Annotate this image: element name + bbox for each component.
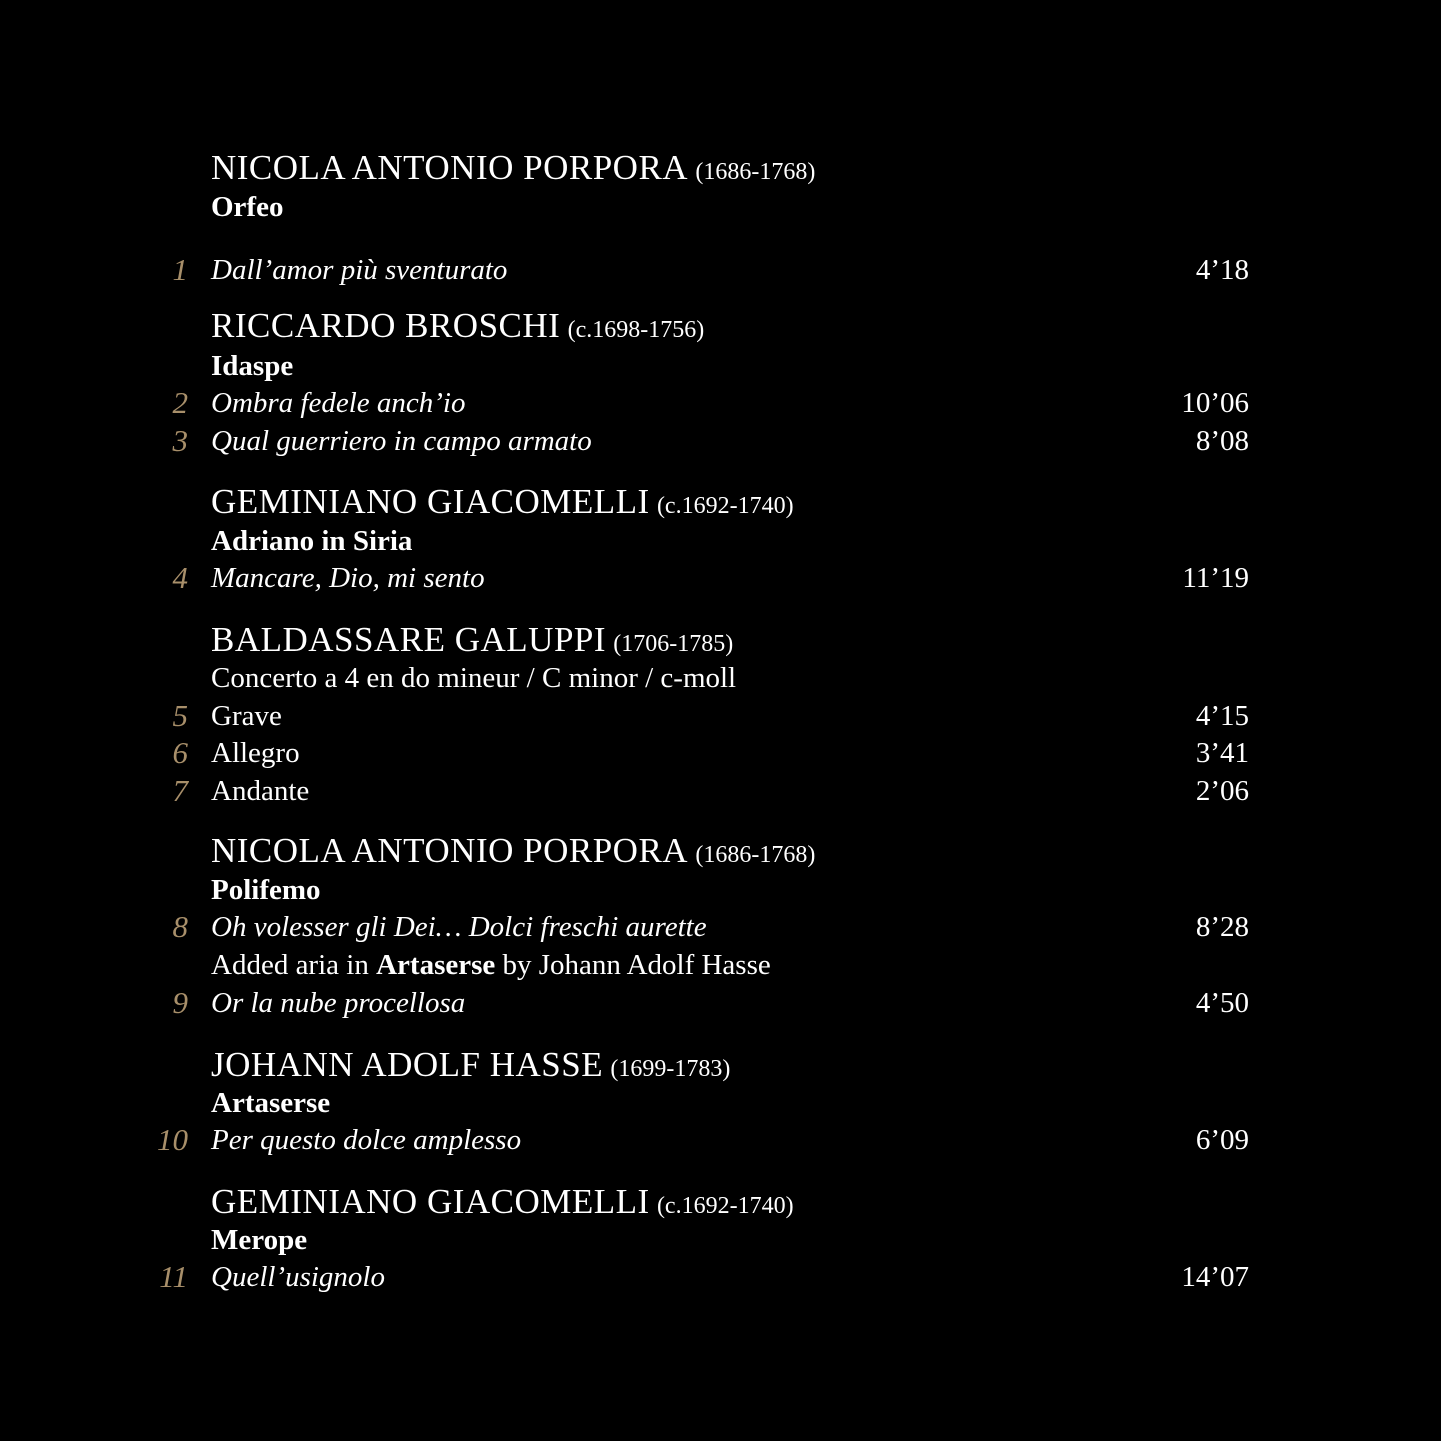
work-title: Merope bbox=[211, 1224, 308, 1256]
composer-dates: (c.1692-1740) bbox=[656, 493, 794, 519]
composer-heading bbox=[0, 482, 1441, 522]
work-title: Idaspe bbox=[211, 350, 294, 382]
work-title-line bbox=[0, 1220, 1441, 1260]
work-title-line bbox=[0, 1083, 1441, 1123]
composer-dates: (1686-1768) bbox=[695, 159, 816, 185]
composer-heading bbox=[0, 1182, 1441, 1222]
track-duration: 6’09 bbox=[1195, 1124, 1249, 1156]
track-duration: 3’41 bbox=[1195, 737, 1249, 769]
track-title: Allegro bbox=[211, 737, 300, 769]
track-number: 5 bbox=[172, 698, 188, 733]
note-text-after: by Johann Adolf Hasse bbox=[502, 949, 771, 981]
track-duration: 4’15 bbox=[1195, 700, 1249, 732]
work-title: Concerto a 4 en do mineur / C minor / c-moll bbox=[211, 662, 737, 694]
track-row bbox=[0, 696, 1441, 736]
track-title: Dall’amor più sventurato bbox=[211, 254, 508, 286]
composer-name: NICOLA ANTONIO PORPORA bbox=[211, 148, 689, 187]
track-duration: 2’06 bbox=[1195, 775, 1249, 807]
track-number: 10 bbox=[157, 1122, 188, 1157]
track-number: 4 bbox=[172, 560, 188, 595]
track-row bbox=[0, 421, 1441, 461]
work-title: Orfeo bbox=[211, 191, 284, 223]
track-title: Oh volesser gli Dei… Dolci freschi aurette bbox=[211, 911, 707, 943]
composer-dates: (1699-1783) bbox=[610, 1056, 731, 1082]
track-title: Mancare, Dio, mi sento bbox=[211, 562, 485, 594]
track-number: 3 bbox=[172, 423, 188, 458]
work-title: Adriano in Siria bbox=[211, 525, 413, 557]
track-number: 1 bbox=[172, 252, 188, 287]
note-text-before: Added aria in bbox=[211, 949, 369, 981]
added-aria-note bbox=[0, 945, 1441, 985]
track-duration: 8’08 bbox=[1195, 425, 1249, 457]
track-title: Grave bbox=[211, 700, 282, 732]
work-title: Polifemo bbox=[211, 874, 321, 906]
track-duration: 10’06 bbox=[1181, 387, 1249, 419]
composer-dates: (1706-1785) bbox=[613, 631, 734, 657]
composer-heading bbox=[0, 1045, 1441, 1085]
track-duration: 14’07 bbox=[1181, 1261, 1249, 1293]
composer-heading bbox=[0, 148, 1441, 188]
track-row bbox=[0, 383, 1441, 423]
track-number: 9 bbox=[172, 985, 188, 1020]
work-title-line bbox=[0, 521, 1441, 561]
track-row bbox=[0, 733, 1441, 773]
composer-name: NICOLA ANTONIO PORPORA bbox=[211, 831, 689, 870]
work-title-line bbox=[0, 658, 1441, 698]
track-title: Ombra fedele anch’io bbox=[211, 387, 466, 419]
track-title: Andante bbox=[211, 775, 310, 807]
track-title: Per questo dolce amplesso bbox=[211, 1124, 522, 1156]
note-work-title: Artaserse bbox=[376, 949, 496, 981]
track-number: 6 bbox=[172, 735, 188, 770]
track-duration: 11’19 bbox=[1182, 562, 1249, 594]
work-title-line bbox=[0, 346, 1441, 386]
track-title: Qual guerriero in campo armato bbox=[211, 425, 592, 457]
composer-heading bbox=[0, 620, 1441, 660]
track-number: 8 bbox=[172, 909, 188, 944]
work-title-line bbox=[0, 187, 1441, 227]
composer-name: GEMINIANO GIACOMELLI bbox=[211, 1182, 650, 1221]
composer-name: BALDASSARE GALUPPI bbox=[211, 620, 607, 659]
track-row bbox=[0, 983, 1441, 1023]
work-title-line bbox=[0, 870, 1441, 910]
track-duration: 4’50 bbox=[1195, 987, 1249, 1019]
track-number: 2 bbox=[172, 385, 188, 420]
track-number: 7 bbox=[172, 773, 188, 808]
composer-name: GEMINIANO GIACOMELLI bbox=[211, 482, 650, 521]
track-row bbox=[0, 558, 1441, 598]
track-row bbox=[0, 771, 1441, 811]
track-number: 11 bbox=[159, 1259, 188, 1294]
composer-dates: (c.1692-1740) bbox=[656, 1193, 794, 1219]
composer-heading bbox=[0, 831, 1441, 871]
composer-dates: (c.1698-1756) bbox=[567, 317, 705, 343]
track-title: Or la nube procellosa bbox=[211, 987, 466, 1019]
track-duration: 4’18 bbox=[1195, 254, 1249, 286]
track-row bbox=[0, 250, 1441, 290]
composer-heading bbox=[0, 306, 1441, 346]
track-duration: 8’28 bbox=[1195, 911, 1249, 943]
track-row bbox=[0, 1257, 1441, 1297]
work-title: Artaserse bbox=[211, 1087, 331, 1119]
track-title: Quell’usignolo bbox=[211, 1261, 385, 1293]
track-row bbox=[0, 907, 1441, 947]
composer-name: JOHANN ADOLF HASSE bbox=[211, 1045, 604, 1084]
composer-name: RICCARDO BROSCHI bbox=[211, 306, 561, 345]
track-row bbox=[0, 1120, 1441, 1160]
composer-dates: (1686-1768) bbox=[695, 842, 816, 868]
